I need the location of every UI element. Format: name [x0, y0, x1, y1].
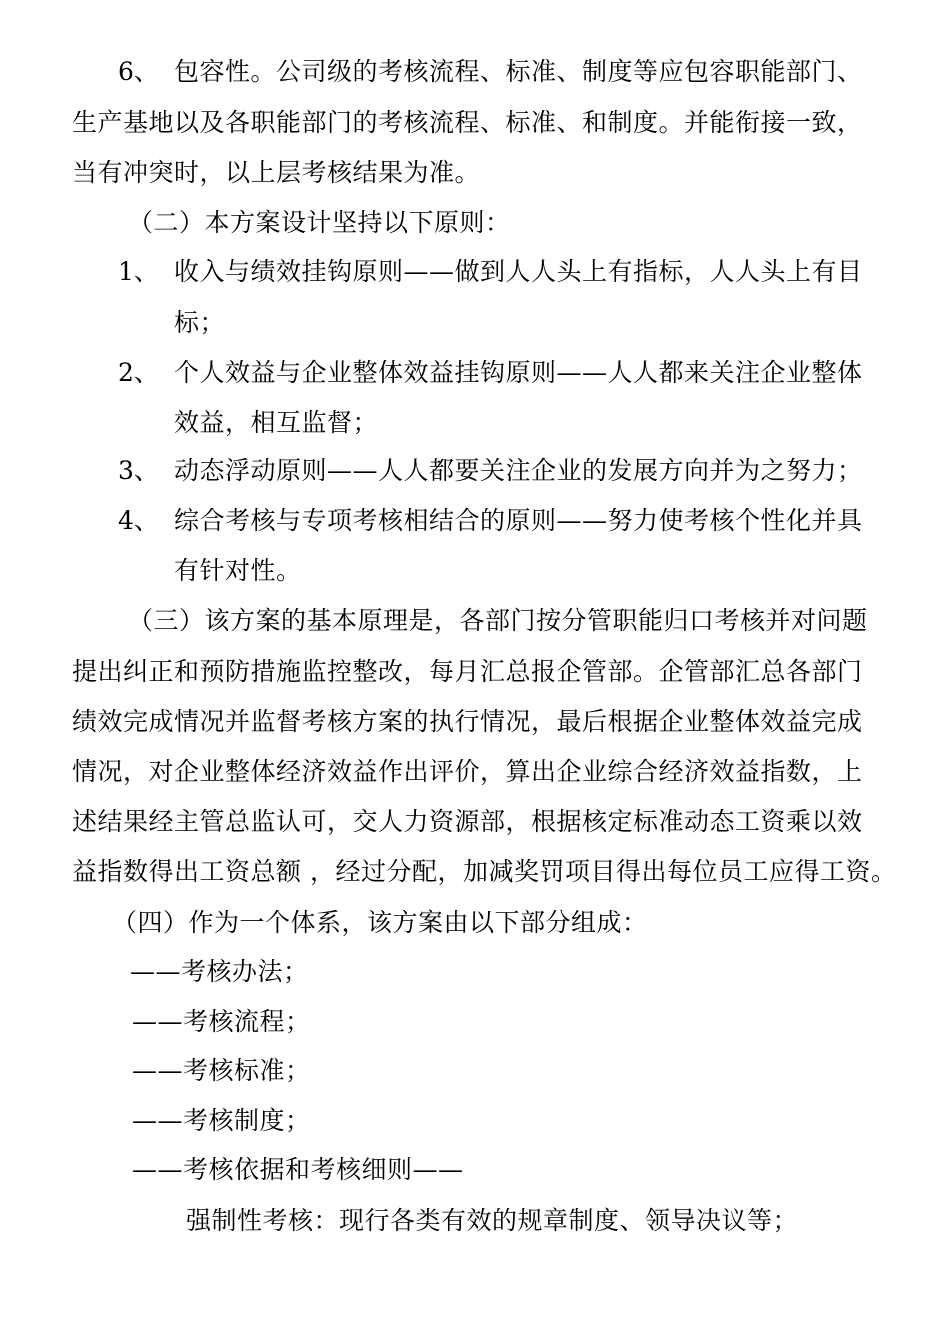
item6-number: 6、 — [118, 57, 159, 86]
section4-heading: （四）作为一个体系，该方案由以下部分组成： — [112, 908, 648, 937]
item6-line1: 包容性。公司级的考核流程、标准、制度等应包容职能部门、 — [174, 57, 863, 86]
section3-line1: （三）该方案的基本原理是，各部门按分管职能归口考核并对问题 — [128, 606, 868, 635]
principle-2-number: 2、 — [118, 358, 159, 387]
component-item-5: ——考核依据和考核细则—— — [132, 1155, 464, 1184]
principle-4-number: 4、 — [118, 506, 159, 535]
principle-1-line1: 收入与绩效挂钩原则——做到人人头上有指标，人人头上有目 — [174, 257, 863, 286]
component-item-2: ——考核流程； — [132, 1007, 311, 1036]
principle-4-line1: 综合考核与专项考核相结合的原则——努力使考核个性化并具 — [174, 506, 863, 535]
principle-2-line2: 效益，相互监督； — [174, 408, 379, 437]
mandatory-assessment-line: 强制性考核：现行各类有效的规章制度、领导决议等； — [186, 1206, 799, 1235]
item6-line3: 当有冲突时，以上层考核结果为准。 — [72, 158, 481, 187]
item6-line2: 生产基地以及各职能部门的考核流程、标准、和制度。并能衔接一致， — [72, 108, 863, 137]
section3-line2: 提出纠正和预防措施监控整改，每月汇总报企管部。企管部汇总各部门 — [72, 657, 863, 686]
principle-2-line1: 个人效益与企业整体效益挂钩原则——人人都来关注企业整体 — [174, 358, 863, 387]
section3-line6: 益指数得出工资总额 ，经过分配，加减奖罚项目得出每位员工应得工资。 — [72, 857, 897, 886]
principle-1-number: 1、 — [118, 257, 159, 286]
component-item-3: ——考核标准； — [132, 1056, 311, 1085]
principle-3-number: 3、 — [118, 456, 159, 485]
component-item-4: ——考核制度； — [132, 1106, 311, 1135]
component-item-1: ——考核办法； — [130, 957, 309, 986]
section3-line4: 情况，对企业整体经济效益作出评价，算出企业综合经济效益指数，上 — [72, 757, 863, 786]
principle-4-line2: 有针对性。 — [174, 556, 302, 585]
principle-3-line1: 动态浮动原则——人人都要关注企业的发展方向并为之努力； — [174, 456, 863, 485]
principle-1-line2: 标； — [174, 308, 226, 337]
section2-heading: （二）本方案设计坚持以下原则： — [128, 208, 511, 237]
section3-line3: 绩效完成情况并监督考核方案的执行情况，最后根据企业整体效益完成 — [72, 707, 863, 736]
section3-line5: 述结果经主管总监认可，交人力资源部，根据核定标准动态工资乘以效 — [72, 807, 863, 836]
